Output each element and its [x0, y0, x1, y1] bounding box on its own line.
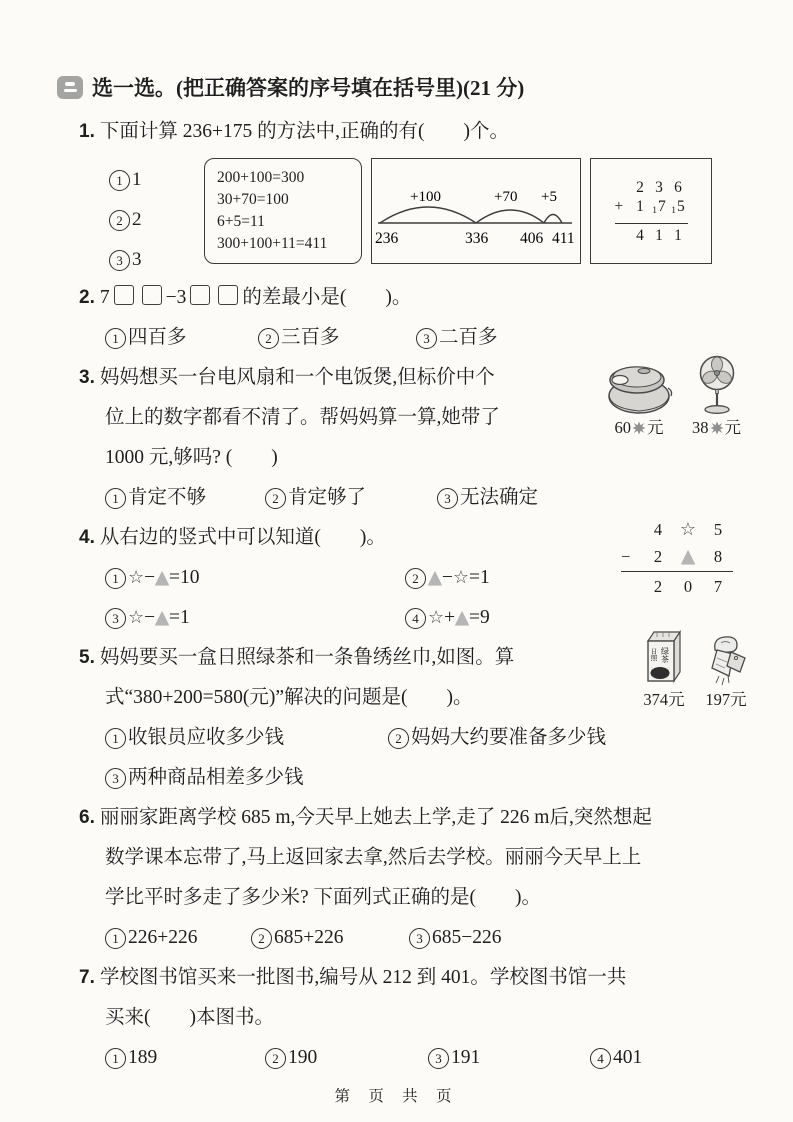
shape-symbol: ▲	[155, 567, 169, 588]
equation-line: 30+70=100	[217, 191, 289, 208]
choice-option	[109, 200, 195, 240]
question-text: 妈妈想买一台电风扇和一个电饭煲,但标价中个	[99, 367, 495, 388]
digit: 1	[674, 226, 682, 244]
price-unit: 元	[724, 418, 741, 437]
question-text-line: 数学课本忘带了,马上返回家去拿,然后去学校。丽丽今天早上上	[105, 847, 642, 868]
rice-cooker-product	[602, 358, 676, 437]
choice-option	[105, 718, 388, 758]
rice-cooker-icon	[602, 358, 676, 416]
section-two-badge-icon	[57, 76, 83, 99]
digit: 2	[653, 577, 663, 596]
choice-option	[265, 1038, 428, 1078]
question-1-choices	[109, 158, 195, 270]
question-number: 6.	[79, 807, 95, 828]
question-3-choices	[79, 478, 747, 518]
digit-with-carry: 15	[671, 197, 685, 216]
electric-fan-product	[692, 354, 741, 437]
column-addition	[615, 178, 688, 245]
equation-line: 200+100=300	[217, 169, 305, 186]
circled-number: 3	[409, 928, 430, 949]
difference-line	[621, 571, 733, 572]
circled-number: 3	[416, 328, 437, 349]
digit-with-carry: 17	[652, 197, 666, 216]
circled-number: 2	[388, 728, 409, 749]
operator: −	[621, 547, 631, 566]
question-7	[79, 958, 747, 1078]
blank-box	[114, 285, 134, 305]
shape-symbol: ▲	[155, 607, 169, 628]
digit: 2	[636, 178, 644, 196]
question-3	[79, 358, 747, 518]
price-tag: 197元	[705, 690, 747, 709]
circled-number: 3	[437, 488, 458, 509]
choice-label: 两种商品相差多少钱	[128, 767, 304, 788]
blank-box	[218, 285, 238, 305]
shape-symbol: ▲	[428, 567, 442, 588]
choice-option	[105, 318, 258, 358]
choice-option	[105, 1038, 265, 1078]
question-text: 的差最小是( )。	[242, 287, 412, 308]
digit: 4	[653, 520, 663, 539]
circled-number: 2	[109, 210, 130, 231]
question-2	[79, 278, 747, 358]
operator: −	[441, 567, 453, 588]
price-tag	[615, 420, 664, 437]
question-text: 下面计算 236+175 的方法中,正确的有( )个。	[99, 121, 509, 142]
question-3-images	[602, 354, 741, 437]
shape-symbol: ☆	[128, 607, 145, 628]
shape-symbol: ☆	[128, 567, 145, 588]
choice-label: 1	[132, 169, 142, 190]
digit: 1	[655, 226, 663, 244]
method-box-equations	[204, 158, 362, 264]
circled-number: 3	[105, 768, 126, 789]
blank-box	[190, 285, 210, 305]
electric-fan-icon	[694, 354, 740, 416]
choice-label: 226+226	[128, 927, 198, 948]
choice-option	[416, 318, 498, 358]
tea-label-right: 绿茶	[660, 647, 670, 663]
question-text-line	[79, 958, 747, 998]
choice-label: 2	[132, 209, 142, 230]
choice-label: 401	[613, 1047, 643, 1068]
choice-option	[437, 478, 538, 518]
equation-rhs: =9	[468, 607, 490, 628]
question-4	[79, 518, 747, 638]
circled-number: 2	[265, 488, 286, 509]
column-subtraction	[621, 516, 733, 600]
digit: 7	[713, 577, 723, 596]
star-symbol: ☆	[679, 519, 697, 540]
method-box-numberline	[371, 158, 581, 264]
operator: −	[144, 607, 156, 628]
shape-symbol: ▲	[455, 607, 469, 628]
tea-box-icon	[641, 628, 687, 688]
question-7-choices	[79, 1038, 747, 1078]
question-text-line: 买来( )本图书。	[105, 1007, 274, 1028]
circled-number: 4	[405, 608, 426, 629]
digit: 1	[636, 197, 644, 215]
circled-number: 3	[428, 1048, 449, 1069]
choice-option	[409, 918, 502, 958]
point-label: 236	[375, 230, 399, 247]
equation-rhs: =10	[168, 567, 200, 588]
point-label: 336	[465, 230, 489, 247]
question-number: 7.	[79, 967, 95, 988]
triangle-symbol: ▲	[681, 546, 695, 567]
circled-number: 1	[109, 170, 130, 191]
arc-label: +70	[494, 189, 518, 205]
choice-option	[251, 918, 409, 958]
price-tag: 374元	[643, 690, 685, 709]
digit: 5	[713, 520, 723, 539]
operator: +	[444, 607, 456, 628]
question-text-line	[79, 278, 747, 318]
carry-mark: 1	[671, 205, 676, 216]
shape-symbol: ☆	[452, 567, 469, 588]
question-6-choices	[79, 918, 747, 958]
circled-number: 2	[251, 928, 272, 949]
circled-number: 1	[105, 1048, 126, 1069]
silk-scarf-icon	[703, 634, 749, 688]
choice-label: 3	[132, 249, 142, 270]
question-5-choices-row2	[79, 758, 747, 798]
obscured-digit-starburst-icon	[710, 421, 724, 435]
question-number: 5.	[79, 647, 95, 668]
question-5-choices-row1	[79, 718, 747, 758]
equation-rhs: =1	[468, 567, 490, 588]
choice-label: 收银员应收多少钱	[128, 727, 285, 748]
question-text-line: 1000 元,够吗? ( )	[105, 447, 278, 468]
circled-number: 1	[105, 728, 126, 749]
question-text: 从右边的竖式中可以知道( )。	[99, 527, 386, 548]
question-text: −3	[165, 287, 187, 308]
digit: 3	[655, 178, 663, 196]
choice-label: 肯定不够	[128, 487, 207, 508]
carry-mark: 1	[652, 205, 657, 216]
price-unit: 元	[647, 418, 664, 437]
circled-number: 2	[405, 568, 426, 589]
operator: +	[614, 197, 624, 215]
circled-number: 3	[105, 608, 126, 629]
choice-option	[105, 758, 304, 798]
question-number: 4.	[79, 527, 95, 548]
question-number: 1.	[79, 121, 95, 142]
question-number: 2.	[79, 287, 95, 308]
choice-label: 妈妈大约要准备多少钱	[411, 727, 607, 748]
question-2-choices	[79, 318, 747, 358]
choice-option	[109, 240, 195, 280]
choice-label: 189	[128, 1047, 158, 1068]
tea-label-left: 日照	[649, 648, 657, 661]
choice-option	[105, 918, 251, 958]
sum-line	[615, 223, 688, 224]
choice-option	[590, 1038, 642, 1078]
question-5-images	[641, 628, 749, 709]
circled-number: 3	[109, 250, 130, 271]
question-1	[79, 112, 747, 270]
choice-option	[109, 160, 195, 200]
shape-symbol: ☆	[428, 607, 445, 628]
question-text: 妈妈要买一盒日照绿茶和一条鲁绣丝巾,如图。算	[99, 647, 515, 668]
equation-line: 6+5=11	[217, 213, 265, 230]
question-text: 丽丽家距离学校 685 m,今天早上她去上学,走了 226 m后,突然想起	[99, 807, 652, 828]
question-6	[79, 798, 747, 958]
price-number: 60	[614, 418, 631, 437]
choice-label: 190	[288, 1047, 318, 1068]
section-header	[57, 72, 747, 102]
choice-option	[265, 478, 437, 518]
point-label: 411	[552, 230, 575, 247]
price-tag	[692, 420, 741, 437]
circled-number: 1	[105, 328, 126, 349]
question-number: 3.	[79, 367, 95, 388]
choice-label: 肯定够了	[288, 487, 367, 508]
choice-option	[105, 598, 405, 638]
point-label: 406	[520, 230, 544, 247]
question-5	[79, 638, 747, 798]
choice-option	[258, 318, 416, 358]
method-box-column-addition	[590, 158, 712, 264]
question-text-line: 学比平时多走了多少米? 下面列式正确的是( )。	[105, 887, 542, 908]
digit: 2	[653, 547, 663, 566]
choice-label: 三百多	[281, 327, 340, 348]
section-title: 选一选。(把正确答案的序号填在括号里)(21 分)	[92, 76, 525, 100]
circled-number: 4	[590, 1048, 611, 1069]
digit: 8	[713, 547, 723, 566]
digit: 6	[674, 178, 682, 196]
arc-label: +100	[410, 189, 441, 205]
equation-line: 300+100+11=411	[217, 235, 328, 252]
choice-label: 191	[451, 1047, 481, 1068]
choice-option	[388, 718, 606, 758]
digit: 0	[683, 577, 693, 596]
price-number: 38	[692, 418, 709, 437]
choice-label: 无法确定	[460, 487, 539, 508]
obscured-digit-starburst-icon	[632, 421, 646, 435]
circled-number: 1	[105, 928, 126, 949]
silk-scarf-product	[703, 634, 749, 709]
page-footer: 第 页 共 页	[334, 1088, 459, 1105]
circled-number: 2	[265, 1048, 286, 1069]
choice-label: 四百多	[128, 327, 187, 348]
digit: 4	[636, 226, 644, 244]
choice-option	[105, 478, 265, 518]
circled-number: 1	[105, 488, 126, 509]
choice-option	[428, 1038, 590, 1078]
operator: −	[144, 567, 156, 588]
question-text-line: 式“380+200=580(元)”解决的问题是( )。	[105, 687, 473, 708]
numberline-diagram	[372, 159, 578, 259]
question-text: 学校图书馆买来一批图书,编号从 212 到 401。学校图书馆一共	[99, 967, 627, 988]
circled-number: 2	[258, 328, 279, 349]
arc-label: +5	[541, 189, 557, 205]
question-text-line: 位上的数字都看不清了。帮妈妈算一算,她带了	[105, 407, 500, 428]
question-text: 7	[99, 287, 110, 308]
blank-box	[142, 285, 162, 305]
choice-label: 二百多	[439, 327, 498, 348]
circled-number: 1	[105, 568, 126, 589]
tea-box-product	[641, 628, 687, 709]
question-1-figure-row	[109, 158, 747, 270]
question-text-line	[79, 798, 747, 838]
choice-option	[105, 558, 405, 598]
choice-label: 685−226	[432, 927, 502, 948]
equation-rhs: =1	[168, 607, 190, 628]
choice-label: 685+226	[274, 927, 344, 948]
